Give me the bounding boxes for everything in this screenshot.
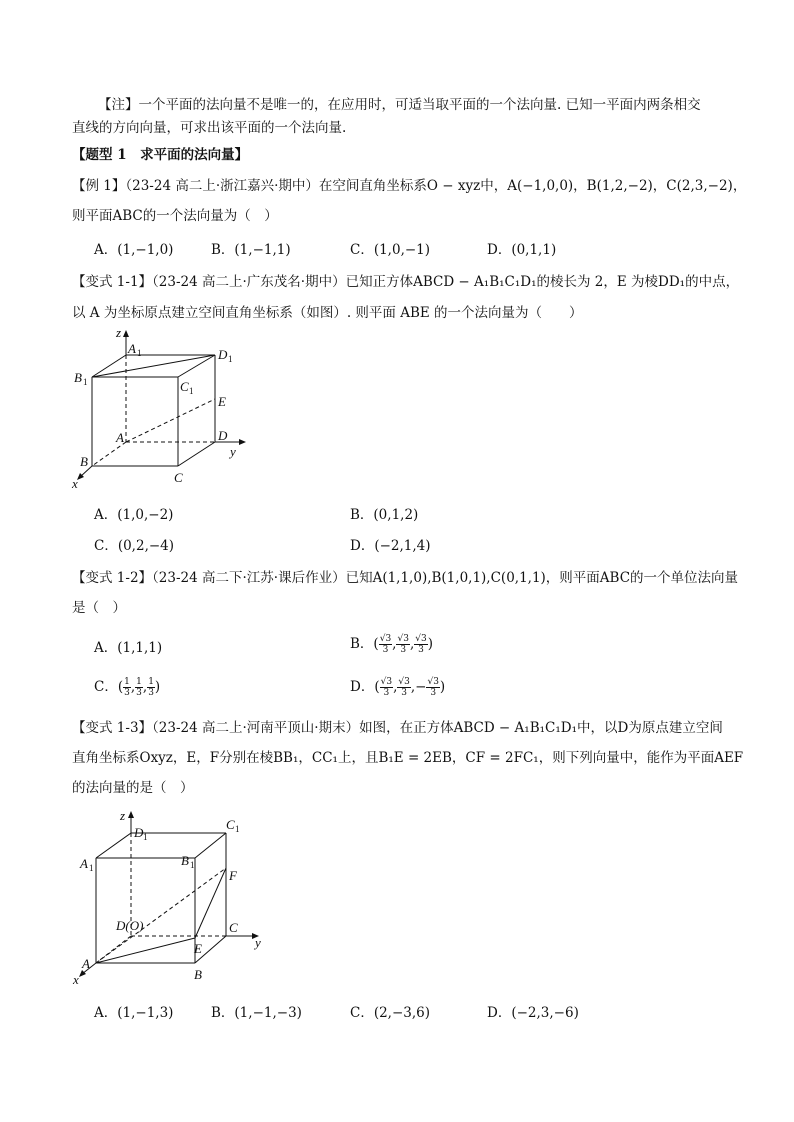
variant1-1-option-c[interactable]: C．(0,2,−4) — [94, 538, 175, 554]
frac — [397, 677, 410, 698]
option-d-prefix: D． — [350, 679, 375, 695]
fig1-sub-c1: 1 — [189, 386, 194, 396]
variant1-2-line-1: 【变式 1-2】（23-24 高二下·江苏·课后作业）已知A(1,1,0),B(1,0,1),C(0,1,1)，则平面ABC的一个单位法向量 — [72, 570, 739, 586]
fig2-label-e: E — [194, 941, 202, 956]
fig1-label-d: D — [218, 428, 228, 443]
variant1-3-option-c[interactable]: C．(2,−3,6) — [350, 1005, 431, 1021]
variant1-2-line-2: 是（ ） — [72, 600, 126, 616]
frac-num: √3 — [379, 634, 392, 644]
fig1-sub-d1: 1 — [228, 354, 233, 364]
section-title: 【题型 1 求平面的法向量】 — [72, 147, 249, 163]
variant1-2-option-a[interactable]: A．(1,1,1) — [94, 640, 163, 656]
option-b-prefix: B． — [350, 636, 374, 652]
fig1-label-c1: C — [180, 379, 189, 394]
frac — [426, 677, 439, 698]
frac-den: 3 — [418, 645, 424, 655]
frac-den: 3 — [430, 688, 437, 698]
fig2-label-y: y — [255, 935, 261, 950]
variant1-2-option-d[interactable]: D．( $\frac{√3}{3}$ , $\frac{√3}{3}$ ,− $\frac{√3}{3}$ ) — [350, 677, 446, 698]
frac-num: 1 — [124, 677, 130, 687]
minus-sign: − — [415, 679, 427, 695]
frac — [380, 677, 393, 698]
fig1-label-e: E — [218, 394, 226, 409]
note-line-2: 直线的方向向量，可求出该平面的一个法向量. — [72, 120, 347, 136]
variant1-1-line-1: 【变式 1-1】（23-24 高二上·广东茂名·期中）已知正方体ABCD − A₁B₁C₁D₁的棱长为 2，E 为棱DD₁的中点， — [72, 274, 740, 290]
cube-figure-2 — [70, 808, 280, 992]
variant1-3-option-d[interactable]: D．(−2,3,−6) — [487, 1005, 579, 1021]
variant1-3-option-b[interactable]: B．(1,−1,−3) — [211, 1005, 302, 1021]
example1-option-a[interactable]: A．(1,−1,0) — [94, 242, 174, 258]
option-c-prefix: C． — [94, 679, 118, 695]
fig2-label-z: z — [120, 808, 126, 823]
frac-num: √3 — [398, 677, 410, 687]
fig2-label-d1: D — [134, 825, 144, 840]
frac-num: √3 — [427, 677, 439, 687]
variant1-3-line-2: 直角坐标系Oxyz，E，F分别在棱BB₁，CC₁上，且B₁E = 2EB，CF = 2FC₁，则下列向量中，能作为平面AEF — [72, 750, 744, 766]
frac — [147, 677, 155, 698]
fig2-label-b1: B — [181, 853, 189, 868]
fig1-label-x: x — [72, 476, 78, 491]
fig2-label-a: A — [82, 956, 90, 971]
variant1-1-option-a[interactable]: A．(1,0,−2) — [94, 507, 174, 523]
frac-den: 3 — [124, 688, 130, 698]
frac-den: 3 — [400, 645, 407, 655]
fig1-label-a1: A — [128, 341, 136, 356]
frac-den: 3 — [401, 688, 407, 698]
cube-figure-1 — [70, 325, 270, 499]
frac-den: 3 — [383, 688, 390, 698]
fig2-label-f: F — [229, 868, 237, 883]
variant1-3-line-3: 的法向量的是（ ） — [72, 780, 194, 796]
variant1-1-option-b[interactable]: B．(0,1,2) — [350, 507, 419, 523]
note-line-1: 【注】一个平面的法向量不是唯一的，在应用时，可适当取平面的一个法向量. 已知一平面内两条相交 — [98, 97, 701, 113]
fig2-label-x: x — [73, 972, 79, 987]
fig2-sub-a1: 1 — [89, 863, 94, 873]
example1-option-b[interactable]: B．(1,−1,1) — [211, 242, 291, 258]
frac — [414, 634, 427, 655]
fig1-label-b: B — [80, 454, 88, 469]
fig2-label-a1: A — [80, 856, 88, 871]
variant1-1-option-d[interactable]: D．(−2,1,4) — [350, 538, 431, 554]
variant1-2-option-c[interactable]: C．( $\frac{1}{3}$ , $\frac{1}{3}$ , $\frac{1}{3}$ ) — [94, 677, 161, 698]
variant1-3-option-a[interactable]: A．(1,−1,3) — [94, 1005, 174, 1021]
variant1-3-line-1: 【变式 1-3】（23-24 高二上·河南平顶山·期末）如图，在正方体ABCD − A₁B₁C₁D₁中，以D为原点建立空间 — [72, 720, 723, 736]
frac-num: 1 — [136, 677, 142, 687]
frac — [123, 677, 131, 698]
variant1-2-option-b[interactable]: B．( $\frac{√3}{3}$ , $\frac{√3}{3}$ , $\frac{√3}{3}$ ) — [350, 634, 433, 655]
fig2-sub-c1: 1 — [235, 824, 240, 834]
fig1-sub-a1: 1 — [137, 348, 142, 358]
fig2-sub-d1: 1 — [143, 832, 148, 842]
fig2-label-c: C — [229, 920, 238, 935]
frac-num: √3 — [415, 634, 427, 644]
fig1-label-d1: D — [218, 347, 228, 362]
fig1-label-z: z — [116, 325, 122, 340]
example1-line-2: 则平面ABC的一个法向量为（ ） — [72, 208, 278, 224]
fig2-label-do: D(O) — [116, 918, 144, 933]
variant1-1-line-2: 以 A 为坐标原点建立空间直角坐标系（如图）. 则平面 ABE 的一个法向量为（ ） — [72, 305, 583, 321]
fig1-label-b1: B — [74, 370, 82, 385]
frac — [396, 634, 409, 655]
fig1-sub-b1: 1 — [83, 377, 88, 387]
fig2-label-b: B — [194, 967, 202, 982]
frac-den: 3 — [148, 688, 154, 698]
frac — [135, 677, 143, 698]
fig1-label-y: y — [230, 444, 236, 459]
frac-num: 1 — [148, 677, 154, 687]
fig2-sub-b1: 1 — [190, 860, 195, 870]
example1-option-c[interactable]: C．(1,0,−1) — [350, 242, 431, 258]
fig2-label-c1: C — [226, 817, 235, 832]
frac — [379, 634, 392, 655]
example1-line-1: 【例 1】（23-24 高二上·浙江嘉兴·期中）在空间直角坐标系O − xyz中，A(−1,0,0)，B(1,2,−2)，C(2,3,−2)， — [72, 178, 747, 194]
frac-num: √3 — [397, 634, 409, 644]
frac-den: 3 — [136, 688, 142, 698]
fig1-label-a: A — [116, 430, 124, 445]
frac-num: √3 — [380, 677, 393, 687]
example1-option-d[interactable]: D．(0,1,1) — [487, 242, 557, 258]
frac-den: 3 — [382, 645, 389, 655]
fig1-label-c: C — [174, 470, 183, 485]
